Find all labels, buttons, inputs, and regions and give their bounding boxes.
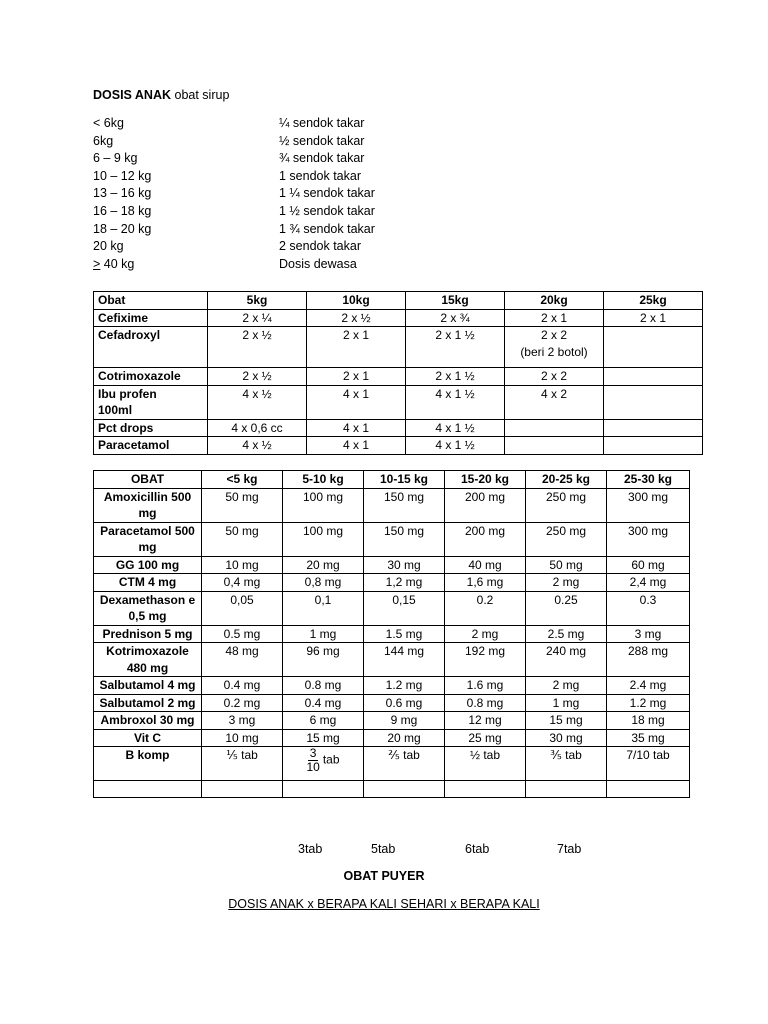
table-row: CTM 4 mg 0,4 mg 0,8 mg 1,2 mg 1,6 mg 2 mg 2,4 mg bbox=[94, 574, 690, 592]
fraction: $\frac{3}{10}$ bbox=[306, 746, 320, 774]
table-header-row: OBAT <5 kg 5-10 kg 10-15 kg 15-20 kg 20-25 kg 25-30 kg bbox=[94, 471, 690, 489]
list-item: 6kg ½ sendok takar bbox=[93, 133, 365, 148]
table-row: Pct drops 4 x 0,6 cc 4 x 1 4 x 1 ½ bbox=[94, 419, 703, 437]
table-row: Kotrimoxazole 480 mg 48 mg 96 mg 144 mg 192 mg 240 mg 288 mg bbox=[94, 643, 690, 677]
table-row: B komp ⅕ tab $\frac{3}{10}$ tab ⅖ tab ½ tab ⅗ tab 7/10 tab bbox=[94, 747, 690, 781]
puyer-heading: OBAT PUYER bbox=[343, 869, 425, 883]
note: (beri 2 botol) bbox=[520, 344, 588, 359]
table-row: Amoxicillin 500 mg 50 mg 100 mg 150 mg 200 mg 250 mg 300 mg bbox=[94, 488, 690, 522]
table-row: Vit C 10 mg 15 mg 20 mg 25 mg 30 mg 35 mg bbox=[94, 729, 690, 747]
table-row: Salbutamol 4 mg 0.4 mg 0.8 mg 1.2 mg 1.6 mg 2 mg 2.4 mg bbox=[94, 677, 690, 695]
list-item: 13 – 16 kg 1 ¼ sendok takar bbox=[93, 186, 375, 201]
note: 100ml bbox=[98, 403, 133, 417]
table-row: Cefadroxyl 2 x ½ 2 x 1 2 x 1 ½ 2 x 2 (beri 2 botol) bbox=[94, 327, 703, 368]
table-row: Dexamethason e 0,5 mg 0,05 0,1 0,15 0.2 0.25 0.3 bbox=[94, 591, 690, 625]
table-row: Ambroxol 30 mg 3 mg 6 mg 9 mg 12 mg 15 mg 18 mg bbox=[94, 712, 690, 730]
table-row: GG 100 mg 10 mg 20 mg 30 mg 40 mg 50 mg 60 mg bbox=[94, 556, 690, 574]
list-item: 10 – 12 kg 1 sendok takar bbox=[93, 168, 361, 183]
table-row: Paracetamol 500 mg 50 mg 100 mg 150 mg 200 mg 250 mg 300 mg bbox=[94, 522, 690, 556]
dose-formula: DOSIS ANAK x BERAPA KALI SEHARI x BERAPA KALI bbox=[228, 897, 540, 911]
page-title: DOSIS ANAK obat sirup bbox=[93, 88, 230, 102]
table-row: Salbutamol 2 mg 0.2 mg 0.4 mg 0.6 mg 0.8 mg 1 mg 1.2 mg bbox=[94, 694, 690, 712]
weight-dose-table bbox=[93, 470, 690, 798]
table-row: Ibu profen 100ml 4 x ½ 4 x 1 4 x 1 ½ 4 x 2 bbox=[94, 385, 703, 419]
list-item: 6 – 9 kg ¾ sendok takar bbox=[93, 151, 365, 166]
syrup-dose-list bbox=[93, 115, 393, 273]
list-item: < 6kg ¼ sendok takar bbox=[93, 116, 365, 130]
list-item: 20 kg 2 sendok takar bbox=[93, 239, 361, 254]
table-row: Prednison 5 mg 0.5 mg 1 mg 1.5 mg 2 mg 2.5 mg 3 mg bbox=[94, 625, 690, 643]
list-item: > 40 kg Dosis dewasa bbox=[93, 256, 357, 271]
antibiotic-dose-table bbox=[93, 291, 703, 455]
table-row bbox=[94, 781, 690, 798]
table-row: Cotrimoxazole 2 x ½ 2 x 1 2 x 1 ½ 2 x 2 bbox=[94, 368, 703, 386]
table-row: Paracetamol 4 x ½ 4 x 1 4 x 1 ½ bbox=[94, 437, 703, 455]
list-item: 18 – 20 kg 1 ¾ sendok takar bbox=[93, 221, 375, 236]
table-header-row: Obat 5kg 10kg 15kg 20kg 25kg bbox=[94, 292, 703, 310]
table-row: Cefixime 2 x ¼ 2 x ½ 2 x ¾ 2 x 1 2 x 1 bbox=[94, 309, 703, 327]
list-item: 16 – 18 kg 1 ½ sendok takar bbox=[93, 203, 375, 218]
